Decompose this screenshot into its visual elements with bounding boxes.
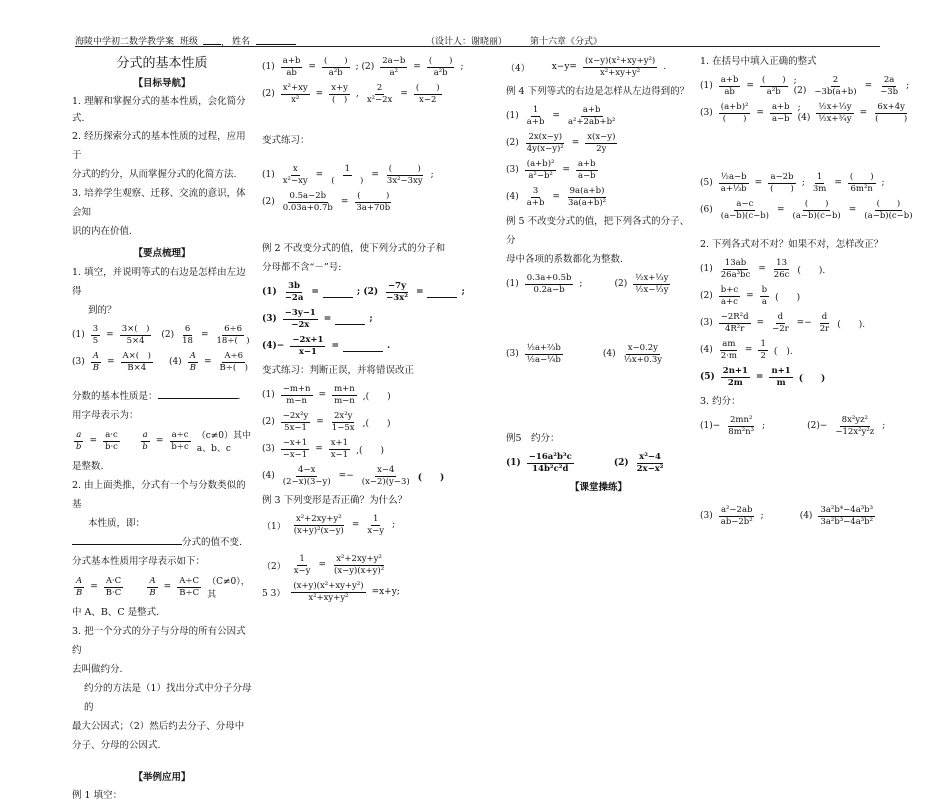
example-5-reduce: (1) −16a²b³c 14b²c²d (2) x²−4 2x−x²: [506, 451, 664, 474]
example-3-item-2: （2） 1 x−y = x²+2xy+y² (x−y)(x+y)²: [262, 553, 385, 576]
example-3-label: 例 3 下列变形是否正确？为什么？: [262, 495, 408, 506]
header-name-label: 姓名: [232, 37, 251, 47]
point-3e: 分子、分母的公因式.: [72, 740, 161, 751]
header-rule: [75, 46, 880, 47]
question-1-items-1: (1) a+b ab = ( ) a²b ; (2) 2 −3b(a+b) = 2a −3b ;: [700, 74, 910, 97]
point-3b: 去叫做约分.: [72, 664, 123, 675]
example-4-item-3: (3) (a+b)² a²−b² = a+b a−b: [506, 158, 596, 181]
goal-3a: 3. 培养学生观察、迁移、交流的意识，体会知: [72, 188, 246, 218]
goal-2b: 分式的约分，从而掌握分式的化简方法.: [72, 169, 237, 180]
example-5a: 例 5 不改变分式的值，把下列各式的分子、分: [506, 216, 690, 246]
question-2-label: 2. 下列各式对不对？如果不对，怎样改正？: [700, 239, 884, 250]
example-1-item-2: (2) x²+xy x² = x+y ( ) , 2 x²−2x = ( ) x−2: [262, 82, 440, 105]
example-4-item-1: (1) 1 a+b = a+b a²+2ab+b²: [506, 104, 616, 127]
goal-3b: 识的内在价值.: [72, 226, 133, 237]
column-1: [72, 52, 252, 804]
question-1-items-2: (3) (a+b)² ( ) = a+b a−b ; (4) ½x+⅓y ½x+¾y = 6x+4y ( ): [700, 101, 908, 124]
question-1-label: 1. 在括号中填入正确的整式: [700, 56, 817, 67]
column-3: [506, 52, 691, 497]
basic-property: 分数的基本性质是： .: [72, 387, 252, 406]
header-designer: （设计人：谢晓丽）: [426, 37, 508, 47]
point-2c: 分式的值不变.: [72, 533, 252, 552]
example-2-items-1: (1) 3b −2a = ; (2) −7y −3x² = ;: [262, 280, 465, 303]
judge-label: 变式练习：判断正误，并将错误改正: [262, 365, 415, 376]
point-2d: 分式基本性质用字母表示如下：: [72, 556, 206, 567]
example-4-label: 例 4 下列等式的右边是怎样从左边得到的？: [506, 86, 690, 97]
example-5-items-2: (3) ½a+⅔b ½a−¼b (4) x−0.2y ⅓x+0.3y: [506, 342, 663, 365]
question-3-items-1: (1)− 2mn² 8m²n³ ; (2)− 8x²yz² −12x²y²z ;: [700, 414, 886, 437]
example-3-item-3: 5 3） (x+y)(x²+xy+y²) x²+xy+y² =x+y;: [262, 580, 400, 603]
question-1-items-4: (6) a−c (a−b)(c−b) = ( ) (a−b)(c−b) = ( ) (a−b)(c−b): [700, 198, 913, 221]
question-2-item-1: (1) 13ab 26a³bc = 13 26c ( ).: [700, 257, 826, 280]
question-2-item-3: (3) −2R²d 4R²r = d −2r =− d 2r ( ).: [700, 311, 866, 334]
header-chapter: 第十六章《分式》: [530, 37, 603, 47]
cond-tail-2: 是整数.: [72, 461, 104, 472]
point-1b: 到的？: [88, 305, 117, 316]
class-practice-heading: 【课堂操练】: [569, 482, 627, 493]
question-2-item-5: (5) 2n+1 2m = n+1 m ( ): [700, 365, 826, 388]
question-3-items-2: (3) a²−2ab ab−2b² ; (4) 3a²b⁴−4a³b³ 3a²b³−4a³b²: [700, 504, 874, 527]
point-3a: 3. 把一个分式的分子与分母的所有公因式约: [72, 626, 246, 656]
question-2-item-2: (2) b+c a+c = b a ( ): [700, 284, 801, 307]
points-heading: 【要点梳理】: [133, 248, 191, 259]
letters-label: 用字母表示为：: [72, 410, 139, 421]
example-4-item-2: (2) 2x(x−y) 4y(x−y)² = x(x−y) 2y: [506, 131, 616, 154]
question-1-items-3: (5) ½a−b a+⅓b = a−2b ( ) ; 1 3m = ( ) 6m²n ;: [700, 171, 885, 194]
judge-item-3: (3) −x+1 −x−1 = x+1 x−1 ,( ): [262, 437, 384, 460]
point-2b: 本性质，即：: [88, 518, 146, 529]
point-3c: 约分的方法是（1）找出分式中分子分母的: [84, 683, 252, 713]
example-5-items-1: (1) 0.3a+0.5b 0.2a−b ; (2) ½x+⅓y ½x−⅓y: [506, 272, 669, 295]
point-2f: 中 A、B、C 是整式.: [72, 607, 160, 618]
page-title: 分式的基本性质: [116, 56, 208, 71]
practice-item-1: (1) x x²−xy = 1 ( ) = ( ) 3x²−3xy ;: [262, 163, 434, 186]
goal-1: 1. 理解和掌握分式的基本性质，会化简分式.: [72, 96, 246, 124]
example-1-item-1: (1) a+b ab = ( ) a²b ; (2) 2a−b a² = ( ) a²b ;: [262, 55, 464, 78]
practice-item-2: (2) 0.5a−2b 0.03a+0.7b = ( ) 3a+70b: [262, 190, 391, 213]
fraction-examples-1: (1) 3 5 = 3×( ) 5×4 (2) 6 18 = 6÷6 18÷( ): [72, 323, 250, 346]
example-2-items-2: (3) −3y−1 −2x = ;: [262, 307, 373, 330]
example-1-label: 例 1 填空：: [72, 790, 123, 801]
judge-item-4: (4) 4−x (2−x)(3−y) =− x−4 (x−2)(y−3) ( ): [262, 464, 445, 487]
example-3-item-4: （4） x−y= (x−y)(x²+xy+y²) x²+xy+y² .: [506, 55, 667, 78]
point-2a: 2. 由上面类推，分式有一个与分数类似的基: [72, 480, 246, 510]
judge-item-2: (2) −2x²y 5x−1 = 2x²y 1−5x ,( ): [262, 410, 391, 433]
example-3-item-1: （1） x²+2xy+y² (x+y)²(x−y) = 1 x−y ;: [262, 513, 396, 536]
column-4: [700, 52, 913, 531]
judge-item-1: (1) −m+n m−n = m+n m−n ,( ): [262, 383, 391, 406]
point-1a: 1. 填空，并说明等式的右边是怎样由左边得: [72, 267, 246, 297]
apply-heading: 【举例应用】: [133, 772, 191, 783]
header-school: 海陵中学初二数学教学案: [75, 37, 175, 47]
example-2-items-3: (4)− −2x+1 x−1 = .: [262, 334, 391, 357]
example-2a: 例 2 不改变分式的值，使下列分式的分子和: [262, 243, 446, 254]
point-3d: 最大公因式；（2）然后约去分子、分母中: [72, 721, 245, 732]
example-4-item-4: (4) 3 a+b = 9a(a+b) 3a(a+b)²: [506, 185, 607, 208]
example-5c-label: 例5 约分：: [506, 433, 560, 444]
fraction-examples-2: (3) A B = A×( ) B×4 (4) A B = A÷6 B÷( ): [72, 350, 248, 373]
column-2: [262, 52, 502, 607]
goals-heading: 【目标导航】: [133, 78, 191, 89]
question-3-label: 3. 约分：: [700, 396, 741, 407]
rational-property-formula: A B = A·C B·C A B = A÷C B÷C （C≠0），其: [76, 575, 250, 600]
example-5b: 母中各项的系数都化为整数.: [506, 254, 624, 265]
example-2b: 分母都不含“－”号:: [262, 262, 342, 273]
question-2-item-4: (4) am 2·m = 1 2 ( ).: [700, 338, 793, 361]
fraction-property-formula: a b = a·c b·c a b = a÷c b÷c （c≠0）其中 a、b、c: [76, 429, 252, 454]
header-class-blank: ，: [203, 34, 230, 48]
goal-2a: 2. 经历探索分式的基本性质的过程，应用于: [72, 131, 246, 161]
header-class-label: 班级: [180, 37, 199, 47]
practice-label-1: 变式练习：: [262, 135, 310, 146]
